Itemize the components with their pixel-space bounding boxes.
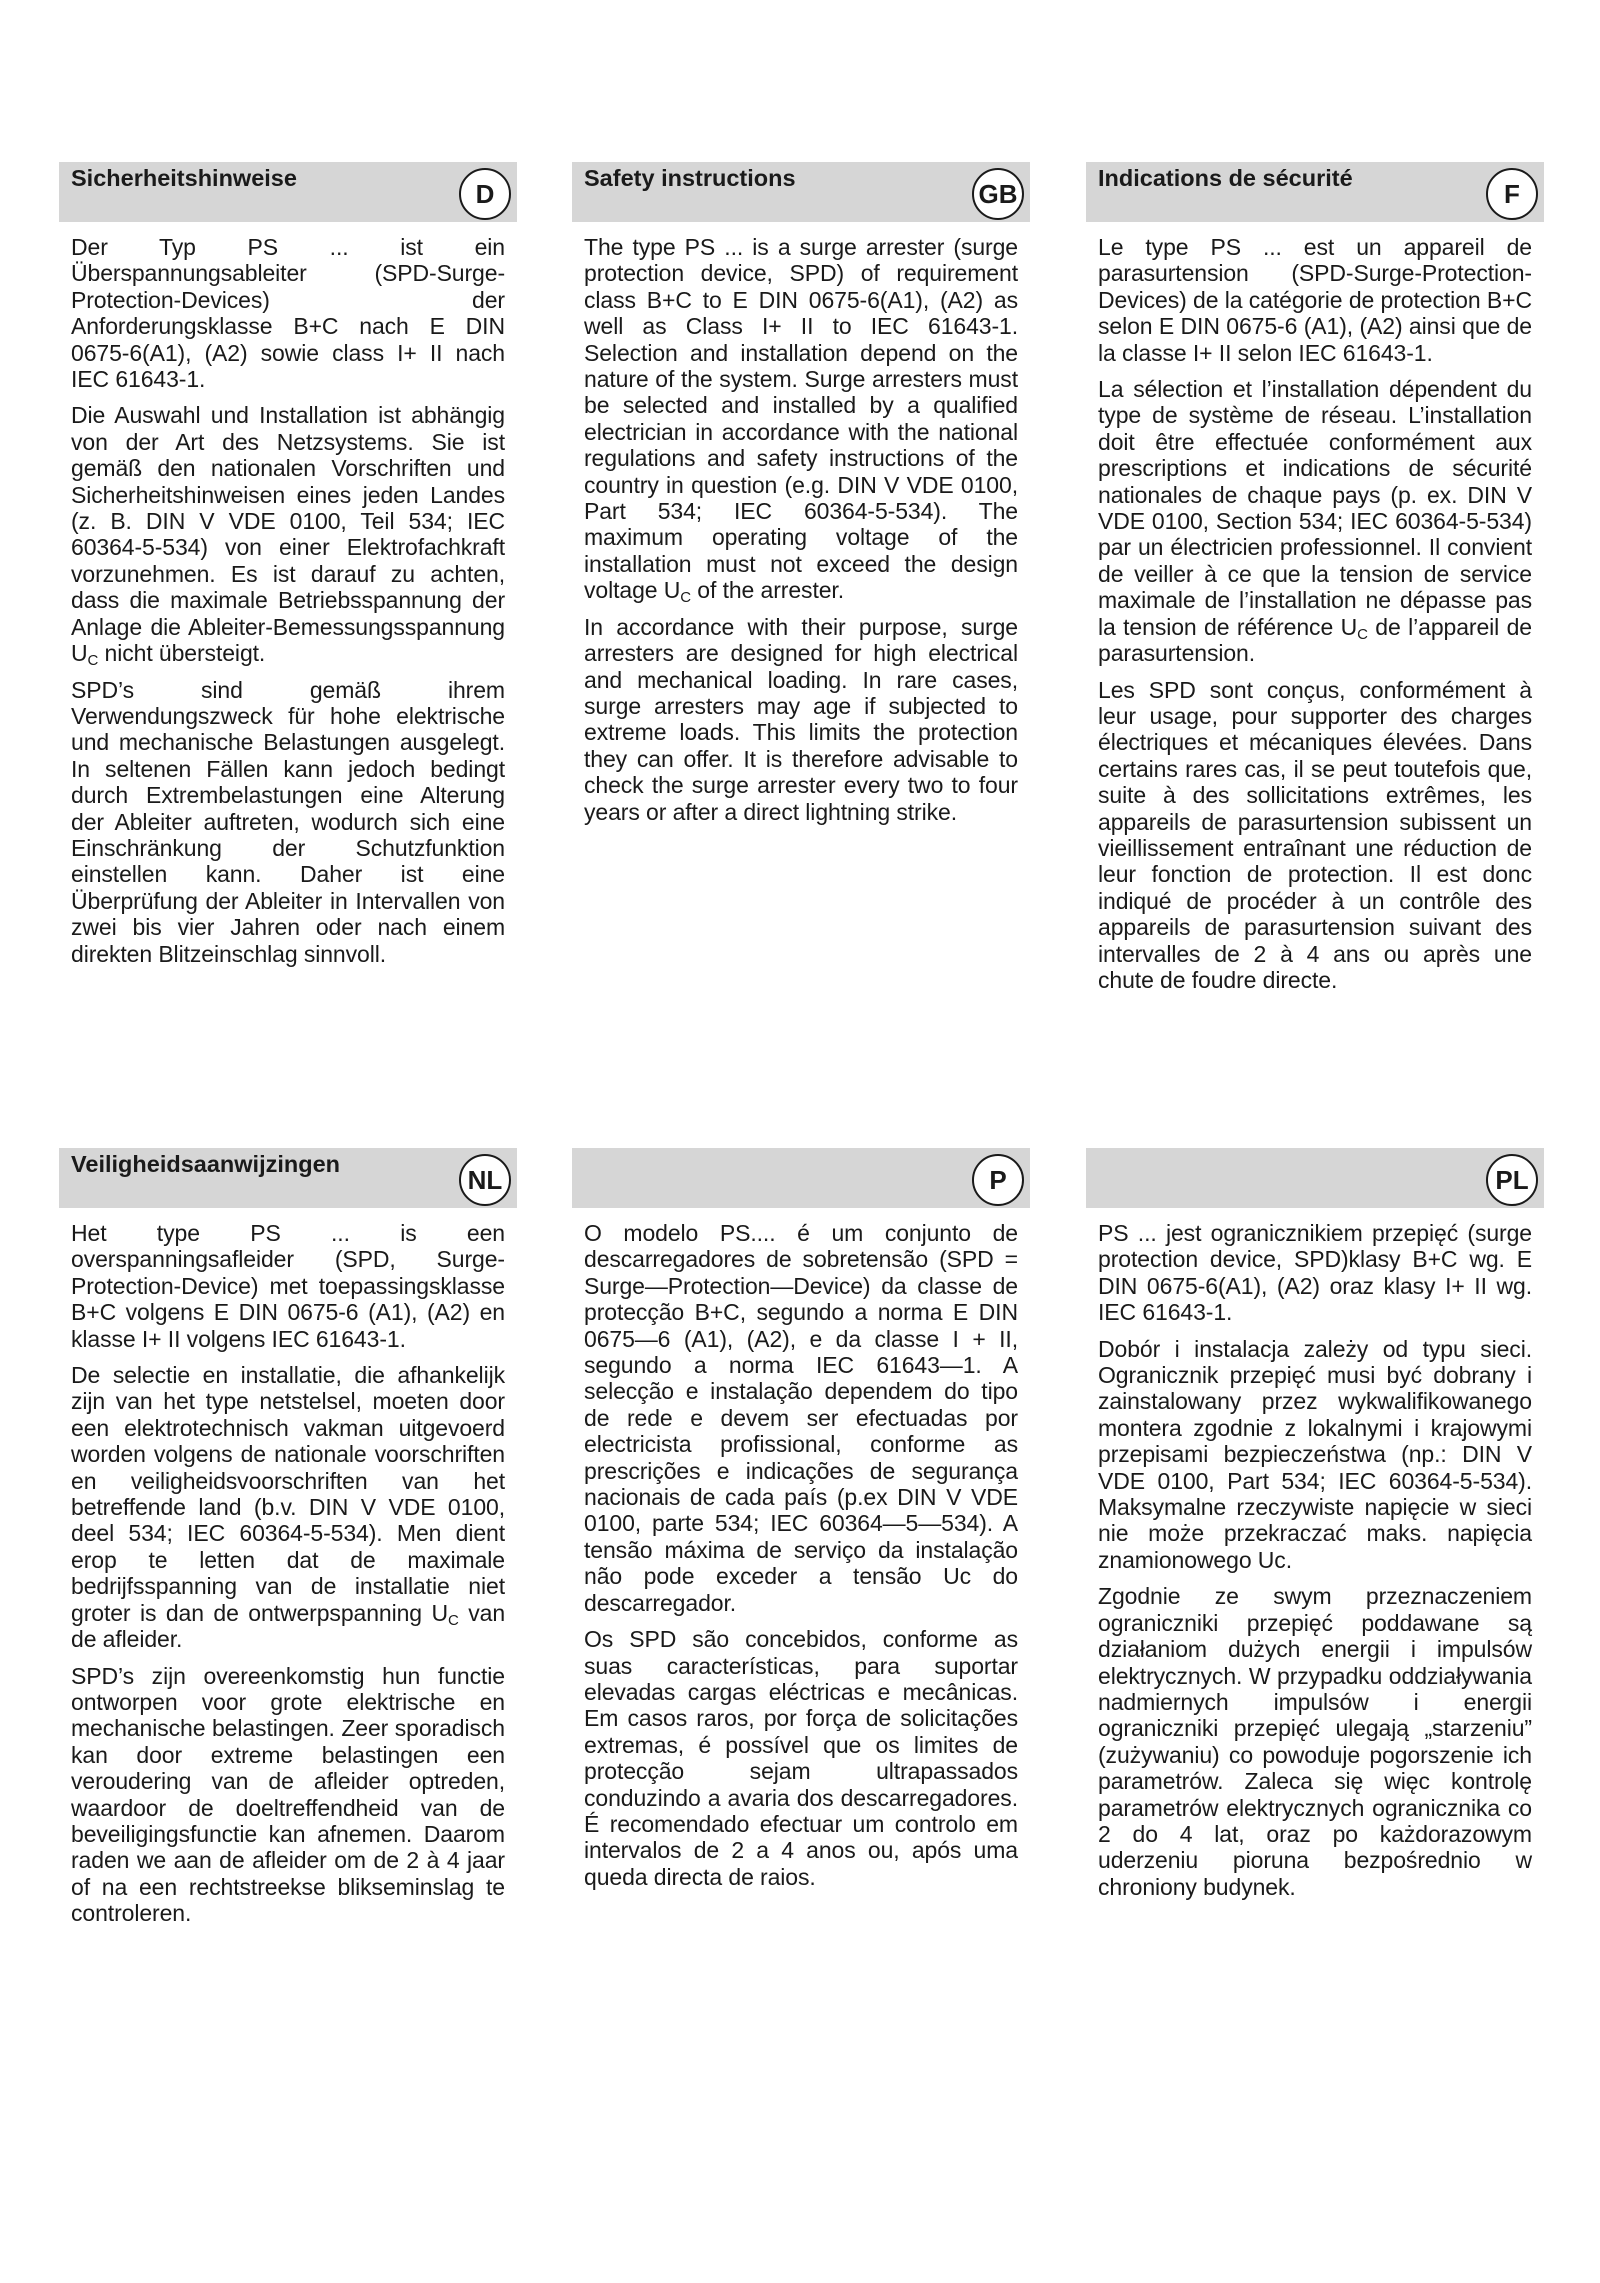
paragraph: The type PS ... is a surge arrester (surge protection device, SPD) of requirement class B+C to E DIN 0675-6(A1), (A2) as well as Class I+ II to IEC 61643-1. Selection and installation depend on the nature of the system. Surge arresters must be selected and installed by a qualified electrician in accordance with the national regulations and safety instructions of the country in question (e.g. DIN V VDE 0100, Part 534; IEC 60364-5-534). The maximum operating voltage of the installation must not exceed the design voltage $U_C$ of the arrester. [584, 234, 1018, 607]
section-pt [572, 1148, 1030, 1900]
paragraph: PS ... jest ogranicznikiem przepięć (surge protection device, SPD)klasy B+C wg. E DIN 0675-6(A1), (A2) oraz klasy I+ II wg. IEC 61643-1. [1098, 1220, 1532, 1326]
section-header [59, 162, 517, 222]
section-header [572, 162, 1030, 222]
section-header [1086, 162, 1544, 222]
section-body [59, 222, 517, 967]
paragraph: Dobór i instalacja zależy od typu sieci. Ogranicznik przepięć musi być dobrany i zainstalowany przez wykwalifikowanego montera zgodnie z lokalnymi i krajowymi przepisami bezpieczeństwa (np.: DIN V VDE 0100, Part 534; IEC 60364-5-534). Maksymalne rzeczywiste napięcie w sieci nie może przekraczać maks. napięcia znamionowego Uc. [1098, 1335, 1532, 1573]
section-header [59, 1148, 517, 1208]
section-body [1086, 222, 1544, 993]
section-body [572, 1208, 1030, 1890]
section-gb [572, 162, 1030, 835]
paragraph: In accordance with their purpose, surge arresters are designed for high electrical and mechanical loading. In rare cases, surge arresters may age if subjected to extreme loads. This limits the protection they can offer. It is therefore advisable to check the surge arrester every two to four years or after a direct lightning strike. [584, 613, 1018, 825]
paragraph: Het type PS ... is een overspanningsafleider (SPD, Surge-Protection-Device) met toepassingsklasse B+C volgens E DIN 0675-6 (A1), (A2) en klasse I+ II volgens IEC 61643-1. [71, 1220, 505, 1352]
paragraph: La sélection et l’installation dépendent du type de système de réseau. L’installation doit être effectuée conformément aux prescriptions et indications de sécurité nationales de chaque pays (p. ex. DIN V VDE 0100, Section 534; IEC 60364-5-534) par un électricien professionnel. Il convient de veiller à ce que la tension de service maximale de l’installation ne dépasse pas la tension de référence $U_C$ de l’appareil de parasurtension. [1098, 376, 1532, 667]
paragraph: Zgodnie ze swym przeznaczeniem ograniczniki przepięć poddawane są działaniom dużych energii i impulsów elektrycznych. W przypadku oddziaływania nadmiernych impulsów i energii ograniczniki przepięć ulegają „starzeniu” (zużywaniu) co powoduje pogorszenie ich parametrów. Zaleca się więc kontrolę parametrów elektrycznych ogranicznika co 2 do 4 lat, oraz po każdorazowym uderzeniu pioruna bezpośrednio w chroniony budynek. [1098, 1583, 1532, 1900]
section-body [59, 1208, 517, 1927]
section-header [572, 1148, 1030, 1208]
section-fr [1086, 162, 1544, 1003]
paragraph: Le type PS ... est un appareil de parasurtension (SPD-Surge-Protection-Devices) de la catégorie de protection B+C selon E DIN 0675-6 (A1), (A2) ainsi que de la classe I+ II selon IEC 61643-1. [1098, 234, 1532, 366]
paragraph: SPD’s zijn overeenkomstig hun functie ontworpen voor grote elektrische en mechanische belastingen. Zeer sporadisch kan door extreme belastingen een veroudering van de afleider optreden, waardoor de doeltreffendheid van de beveiligingsfunctie kan afnemen. Daarom raden we aan de afleider om de 2 à 4 jaar of na een rechtstreekse blikseminslag te controleren. [71, 1662, 505, 1927]
language-badge: P [972, 1154, 1024, 1206]
section-title: Veiligheidsaanwijzingen [71, 1151, 341, 1177]
language-badge: NL [459, 1154, 511, 1206]
language-badge: PL [1486, 1154, 1538, 1206]
language-badge: GB [972, 168, 1024, 220]
section-title: Indications de sécurité [1098, 165, 1353, 191]
section-header [1086, 1148, 1544, 1208]
section-pl [1086, 1148, 1544, 1910]
section-title: Safety instructions [584, 165, 796, 191]
section-body [572, 222, 1030, 825]
paragraph: De selectie en installatie, die afhankelijk zijn van het type netstelsel, moeten door een elektrotechnisch vakman uitgevoerd worden volgens de nationale voorschriften en veiligheidsvoorschriften van het betreffende land (b.v. DIN V VDE 0100, deel 534; IEC 60364-5-534). Men dient erop te letten dat de maximale bedrijfsspanning van de installatie niet groter is dan de ontwerpspanning $U_C$ van de afleider. [71, 1362, 506, 1653]
paragraph: Die Auswahl und Installation ist abhängig von der Art des Netzsystems. Sie ist gemäß den nationalen Vorschriften und Sicherheitshinweisen eines jeden Landes (z. B. DIN V VDE 0100, Teil 534; IEC 60364-5-534) von einer Elektrofachkraft vorzunehmen. Es ist darauf zu achten, dass die maximale Betriebsspannung der Anlage die Ableiter-Bemessungsspannung $U_C$ nicht übersteigt. [71, 402, 505, 670]
section-nl [59, 1148, 517, 1937]
language-badge: D [459, 168, 511, 220]
section-title: Sicherheitshinweise [71, 165, 297, 191]
paragraph: O modelo PS.... é um conjunto de descarregadores de sobretensão (SPD = Surge—Protection—Device) da classe de protecção B+C, segundo a norma E DIN 0675—6 (A1), (A2), e da classe I + II, segundo a norma IEC 61643—1. A selecção e instalação dependem do tipo de rede e devem ser efectuadas por electricista profissional, conforme as prescrições e indicações de segurança nacionais de cada país (p.ex DIN V VDE 0100, parte 534; IEC 60364—5—534). A tensão máxima de serviço da instalação não pode exceder a tensão Uc do descarregador. [584, 1220, 1018, 1616]
language-badge: F [1486, 168, 1538, 220]
paragraph: SPD’s sind gemäß ihrem Verwendungszweck für hohe elektrische und mechanische Belastungen ausgelegt. In seltenen Fällen kann jedoch bedingt durch Extrembelastungen eine Alterung der Ableiter auftreten, wodurch sich eine Einschränkung der Schutzfunktion einstellen kann. Daher ist eine Überprüfung der Ableiter in Intervallen von zwei bis vier Jahren oder nach einem direkten Blitzeinschlag sinnvoll. [71, 676, 505, 967]
paragraph: Les SPD sont conçus, conformément à leur usage, pour supporter des charges électriques et mécaniques élevées. Dans certains rares cas, il se peut toutefois que, suite à des sollicitations extrêmes, les appareils de parasurtension subissent un vieillissement entraînant une réduction de leur fonction de protection. Il est donc indiqué de procéder à un contrôle des appareils de parasurtension suivant des intervalles de 2 à 4 ans ou après une chute de foudre directe. [1098, 676, 1532, 993]
paragraph: Der Typ PS ... ist ein Überspannungsableiter (SPD-Surge-Protection-Devices) der Anforderungsklasse B+C nach E DIN 0675-6(A1), (A2) sowie class I+ II nach IEC 61643-1. [71, 234, 505, 393]
section-de [59, 162, 517, 977]
paragraph: Os SPD são concebidos, conforme as suas características, para suportar elevadas cargas eléctricas e mecânicas. Em casos raros, por força de solicitações extremas, é possível que os limites de protecção sejam ultrapassados conduzindo a avaria dos descarregadores. É recomendado efectuar um controlo em intervalos de 2 a 4 anos ou, após uma queda directa de raios. [584, 1626, 1018, 1890]
section-body [1086, 1208, 1544, 1900]
